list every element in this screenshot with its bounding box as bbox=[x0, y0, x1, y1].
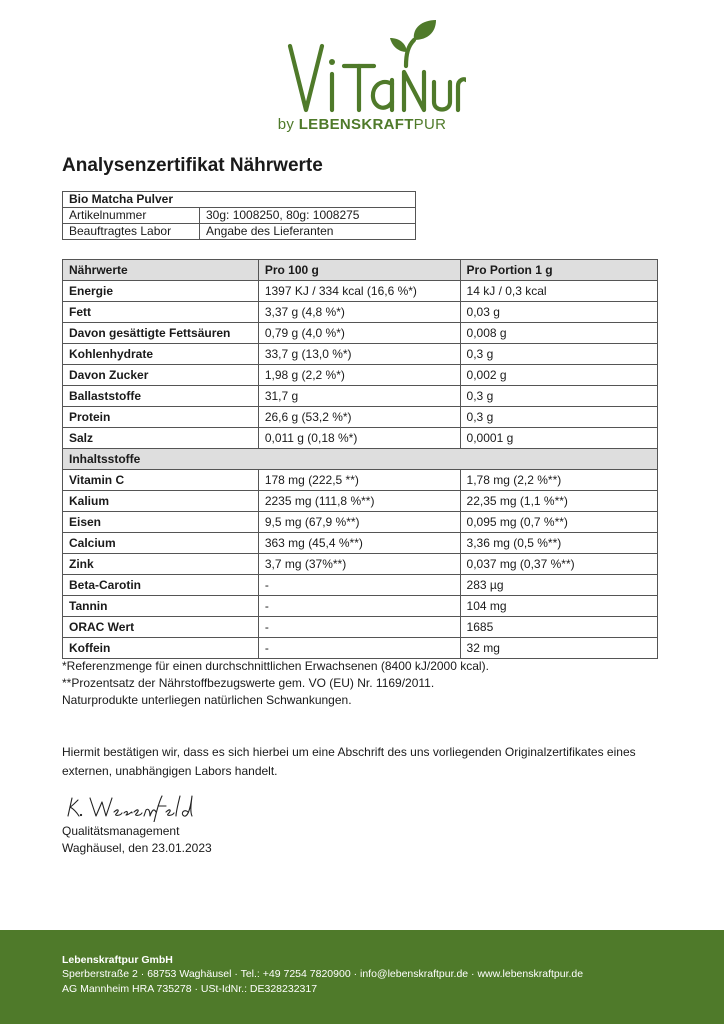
value-per-100g: 2235 mg (111,8 %**) bbox=[258, 491, 460, 512]
nutrient-name: Fett bbox=[63, 302, 259, 323]
value-per-100g: - bbox=[258, 617, 460, 638]
table-row bbox=[63, 407, 658, 428]
value-per-portion: 3,36 mg (0,5 %**) bbox=[460, 533, 657, 554]
ingredient-name: ORAC Wert bbox=[63, 617, 259, 638]
nutrition-header-row bbox=[63, 260, 658, 281]
footer-address: Sperberstraße 2 · 68753 Waghäusel · Tel.: +49 7254 7820900 · info@lebenskraftpur.de · www.lebenskraftpur.de bbox=[62, 968, 584, 980]
table-row bbox=[63, 596, 658, 617]
value-per-100g: 178 mg (222,5 **) bbox=[258, 470, 460, 491]
product-name: Bio Matcha Pulver bbox=[63, 192, 416, 208]
footnote-nrv: **Prozentsatz der Nährstoffbezugswerte gem. VO (EU) Nr. 1169/2011. bbox=[62, 676, 435, 690]
value-per-100g: 363 mg (45,4 %**) bbox=[258, 533, 460, 554]
footer-registry: AG Mannheim HRA 735278 · USt-IdNr.: DE328232317 bbox=[62, 983, 318, 995]
value-per-portion: 0,03 g bbox=[460, 302, 657, 323]
value-per-100g: - bbox=[258, 638, 460, 659]
section-header-row bbox=[63, 449, 658, 470]
info-row bbox=[63, 224, 416, 240]
footer-company: Lebenskraftpur GmbH bbox=[62, 954, 173, 966]
ingredient-name: Beta-Carotin bbox=[63, 575, 259, 596]
info-label: Artikelnummer bbox=[63, 208, 200, 224]
nutrient-name: Salz bbox=[63, 428, 259, 449]
ingredient-name: Kalium bbox=[63, 491, 259, 512]
value-per-portion: 0,3 g bbox=[460, 386, 657, 407]
table-row bbox=[63, 365, 658, 386]
table-row bbox=[63, 302, 658, 323]
nutrient-name: Energie bbox=[63, 281, 259, 302]
footnote-reference: *Referenzmenge für einen durchschnittlichen Erwachsenen (8400 kJ/2000 kcal). bbox=[62, 659, 489, 673]
page-footer bbox=[0, 930, 724, 1024]
nutrition-table bbox=[62, 259, 658, 659]
value-per-portion: 0,002 g bbox=[460, 365, 657, 386]
value-per-100g: 0,011 g (0,18 %*) bbox=[258, 428, 460, 449]
ingredient-name: Koffein bbox=[63, 638, 259, 659]
ingredient-name: Calcium bbox=[63, 533, 259, 554]
value-per-portion: 22,35 mg (1,1 %**) bbox=[460, 491, 657, 512]
header-cell-nutrient: Nährwerte bbox=[63, 260, 259, 281]
ingredient-name: Tannin bbox=[63, 596, 259, 617]
ingredient-name: Eisen bbox=[63, 512, 259, 533]
brand-logo bbox=[0, 18, 724, 136]
table-row bbox=[63, 575, 658, 596]
table-row bbox=[63, 386, 658, 407]
signatory-role: Qualitätsmanagement bbox=[62, 824, 180, 838]
nutrient-name: Kohlenhydrate bbox=[63, 344, 259, 365]
table-row bbox=[63, 323, 658, 344]
table-row bbox=[63, 617, 658, 638]
handwritten-signature bbox=[66, 792, 206, 822]
confirmation-text: Hiermit bestätigen wir, dass es sich hierbei um eine Abschrift des uns vorliegenden Originalzertifikates eines externen, unabhängigen Labors handelt. bbox=[62, 745, 636, 778]
value-per-100g: - bbox=[258, 596, 460, 617]
value-per-100g: 3,7 mg (37%**) bbox=[258, 554, 460, 575]
info-label: Beauftragtes Labor bbox=[63, 224, 200, 240]
header-cell-per-100g: Pro 100 g bbox=[258, 260, 460, 281]
value-per-100g: 33,7 g (13,0 %*) bbox=[258, 344, 460, 365]
value-per-portion: 283 µg bbox=[460, 575, 657, 596]
value-per-100g: 1397 KJ / 334 kcal (16,6 %*) bbox=[258, 281, 460, 302]
vitanur-logo-mark bbox=[286, 18, 466, 118]
info-value: 30g: 1008250, 80g: 1008275 bbox=[200, 208, 416, 224]
logo-byline bbox=[0, 116, 724, 133]
table-row bbox=[63, 554, 658, 575]
footnotes bbox=[62, 658, 489, 709]
table-row bbox=[63, 512, 658, 533]
info-value: Angabe des Lieferanten bbox=[200, 224, 416, 240]
value-per-portion: 1,78 mg (2,2 %**) bbox=[460, 470, 657, 491]
product-row bbox=[63, 192, 416, 208]
value-per-100g: 3,37 g (4,8 %*) bbox=[258, 302, 460, 323]
value-per-portion: 0,0001 g bbox=[460, 428, 657, 449]
table-row bbox=[63, 470, 658, 491]
nutrient-name: Davon Zucker bbox=[63, 365, 259, 386]
value-per-portion: 0,3 g bbox=[460, 407, 657, 428]
value-per-portion: 104 mg bbox=[460, 596, 657, 617]
nutrient-name: Davon gesättigte Fettsäuren bbox=[63, 323, 259, 344]
product-info-table bbox=[62, 191, 416, 240]
value-per-portion: 0,037 mg (0,37 %**) bbox=[460, 554, 657, 575]
section-title: Inhaltsstoffe bbox=[63, 449, 658, 470]
nutrient-name: Ballaststoffe bbox=[63, 386, 259, 407]
page-title: Analysenzertifikat Nährwerte bbox=[62, 155, 323, 176]
value-per-100g: 0,79 g (4,0 %*) bbox=[258, 323, 460, 344]
info-row bbox=[63, 208, 416, 224]
table-row bbox=[63, 344, 658, 365]
value-per-portion: 14 kJ / 0,3 kcal bbox=[460, 281, 657, 302]
value-per-portion: 32 mg bbox=[460, 638, 657, 659]
value-per-portion: 0,095 mg (0,7 %**) bbox=[460, 512, 657, 533]
value-per-portion: 1685 bbox=[460, 617, 657, 638]
table-row bbox=[63, 533, 658, 554]
value-per-100g: 31,7 g bbox=[258, 386, 460, 407]
ingredient-name: Zink bbox=[63, 554, 259, 575]
byline-bold: LEBENSKRAFT bbox=[298, 116, 414, 133]
value-per-100g: 26,6 g (53,2 %*) bbox=[258, 407, 460, 428]
ingredient-name: Vitamin C bbox=[63, 470, 259, 491]
table-row bbox=[63, 428, 658, 449]
value-per-100g: 9,5 mg (67,9 %**) bbox=[258, 512, 460, 533]
table-row bbox=[63, 638, 658, 659]
table-row bbox=[63, 491, 658, 512]
value-per-portion: 0,008 g bbox=[460, 323, 657, 344]
header-cell-per-portion: Pro Portion 1 g bbox=[460, 260, 657, 281]
byline-prefix: by bbox=[277, 116, 299, 133]
value-per-portion: 0,3 g bbox=[460, 344, 657, 365]
nutrient-name: Protein bbox=[63, 407, 259, 428]
place-and-date: Waghäusel, den 23.01.2023 bbox=[62, 841, 212, 855]
byline-light: PUR bbox=[413, 116, 447, 133]
value-per-100g: - bbox=[258, 575, 460, 596]
table-row bbox=[63, 281, 658, 302]
value-per-100g: 1,98 g (2,2 %*) bbox=[258, 365, 460, 386]
footnote-variation: Naturprodukte unterliegen natürlichen Schwankungen. bbox=[62, 693, 352, 707]
